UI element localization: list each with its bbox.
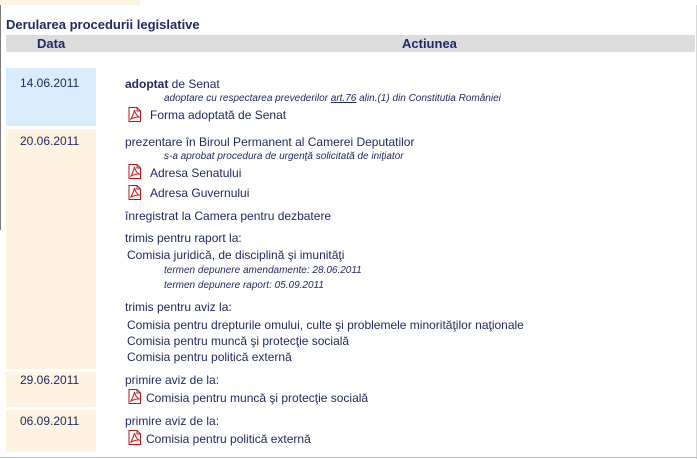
row-date: 20.06.2011 xyxy=(20,134,80,148)
section-title: Derularea procedurii legislative xyxy=(6,17,200,32)
action-text: primire aviz de la: xyxy=(125,414,220,428)
pdf-icon[interactable] xyxy=(128,164,141,179)
action-text: prezentare în Biroul Permanent al Camerei Deputatilor xyxy=(125,135,415,149)
action-text: trimis pentru raport la: xyxy=(125,231,242,245)
date-cell xyxy=(6,372,96,407)
action-text: trimis pentru aviz la: xyxy=(125,300,232,314)
note-text xyxy=(164,93,501,104)
pdf-icon[interactable] xyxy=(128,185,141,200)
action-text: înregistrat la Camera pentru dezbatere xyxy=(125,209,332,223)
document-link[interactable]: Adresa Senatului xyxy=(150,166,242,180)
row-date: 29.06.2011 xyxy=(20,373,80,387)
document-link[interactable]: Comisia pentru politică externă xyxy=(146,432,311,446)
document-link[interactable]: Adresa Guvernului xyxy=(150,186,250,200)
deadline-text: termen depunere raport: 05.09.2011 xyxy=(164,280,324,291)
status-bold: adoptat xyxy=(125,77,169,91)
committee-link[interactable]: Comisia juridică, de disciplină şi imunităţi xyxy=(127,248,345,262)
row-date: 06.09.2011 xyxy=(20,414,80,428)
committee-link[interactable]: Comisia pentru drepturile omului, culte şi problemele minorităţilor naţionale xyxy=(127,318,524,332)
committee-link[interactable]: Comisia pentru politică externă xyxy=(127,350,292,364)
pdf-icon[interactable] xyxy=(128,107,141,122)
article-link[interactable]: art.76 xyxy=(330,93,357,104)
document-link[interactable]: Comisia pentru muncă şi protecţie socială xyxy=(146,391,369,405)
committee-link[interactable]: Comisia pentru muncă şi protecţie socială xyxy=(127,334,350,348)
date-cell xyxy=(6,68,96,126)
left-border xyxy=(0,5,1,230)
action-text: primire aviz de la: xyxy=(125,373,220,387)
date-cell xyxy=(6,129,96,369)
date-cell xyxy=(6,410,96,452)
note-before: adoptare cu respectarea prevederilor xyxy=(164,93,331,104)
column-header-date: Data xyxy=(37,36,66,51)
bottom-border xyxy=(0,457,697,458)
column-header-action: Actiunea xyxy=(402,36,457,51)
deadline-text: termen depunere amendamente: 28.06.2011 xyxy=(164,265,362,276)
status-rest: de Senat xyxy=(168,77,220,91)
note-text: s-a aprobat procedura de urgenţă solicitată de iniţiator xyxy=(164,151,404,162)
row-date: 14.06.2011 xyxy=(20,76,80,90)
document-link[interactable]: Forma adoptată de Senat xyxy=(150,108,287,122)
top-strip xyxy=(0,0,140,5)
table-header xyxy=(6,35,695,52)
pdf-icon[interactable] xyxy=(128,430,141,445)
status-text xyxy=(125,77,220,91)
pdf-icon[interactable] xyxy=(128,389,141,404)
note-after: alin.(1) din Constitutia României xyxy=(356,93,501,104)
